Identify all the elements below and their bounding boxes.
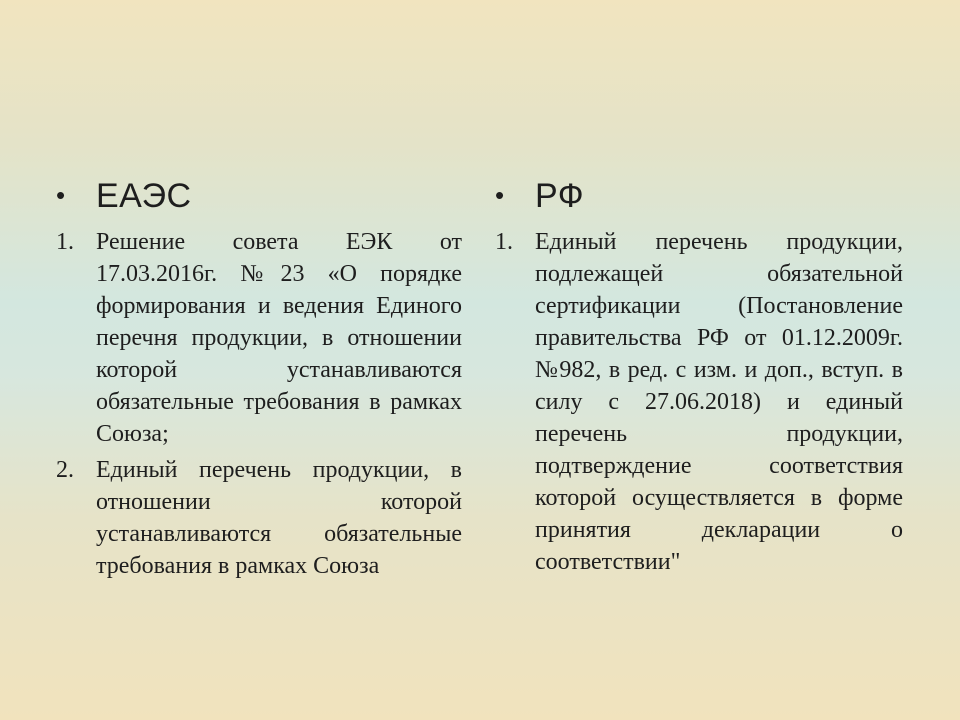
eaeu-heading: ЕАЭС <box>96 177 192 215</box>
eaeu-column <box>56 172 462 582</box>
bullet-icon: • <box>56 180 66 210</box>
eaeu-item-2-number: 2. <box>56 457 74 483</box>
eaeu-item-1-text: Решение совета ЕЭК от 17.03.2016г. №23 «О порядке формирования и ведения Единого перечня продукции, в отношении которой устанавливаются обязательные требования в рамках Союза; <box>96 229 462 447</box>
eaeu-heading-row <box>56 172 462 224</box>
eaeu-list-item-1 <box>56 226 462 450</box>
eaeu-item-2-text: Единый перечень продукции, в отношении которой устанавливаются обязательные требования в рамках Союза <box>96 457 462 579</box>
bullet-icon: • <box>495 180 505 210</box>
rf-item-1-number: 1. <box>495 229 513 255</box>
rf-item-1-text: Единый перечень продукции, подлежащей обязательной сертификации (Постановление правительства РФ от 01.12.2009г. №982, в ред. с изм. и доп., вступ. в силу с 27.06.2018) и единый перечень продукции, подтверждение соответствия которой осуществляется в форме принятия декларации о соответствии" <box>535 229 903 575</box>
rf-heading-row <box>495 172 903 224</box>
eaeu-item-1-number: 1. <box>56 229 74 255</box>
eaeu-list-item-2 <box>56 454 462 582</box>
rf-heading: РФ <box>535 177 585 215</box>
rf-list-item-1 <box>495 226 903 578</box>
rf-column <box>495 172 903 578</box>
